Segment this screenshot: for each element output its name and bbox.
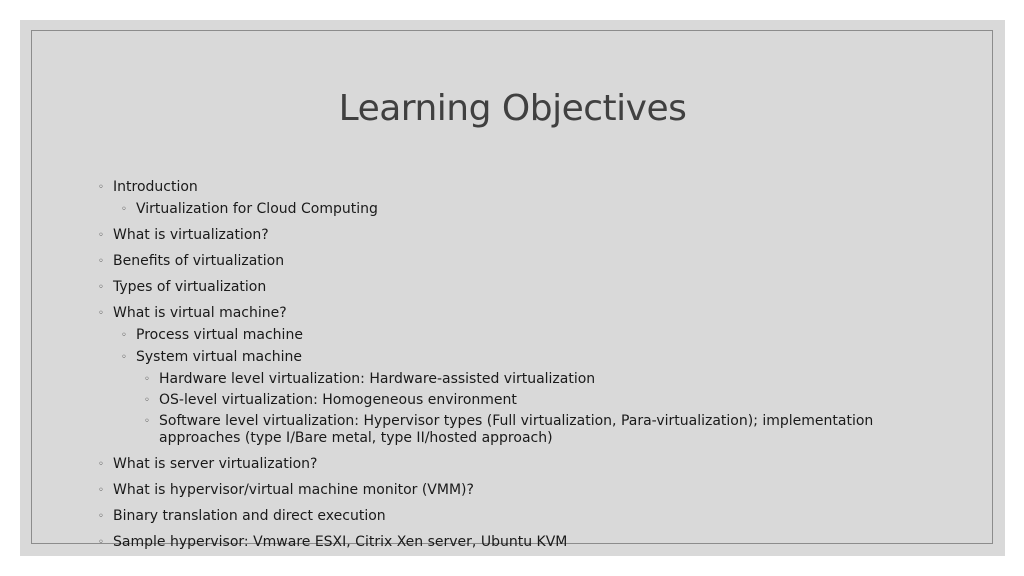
bullet-text: Introduction	[113, 179, 198, 195]
bullet-marker-icon: ◦	[144, 416, 150, 427]
bullet-item	[98, 253, 285, 270]
bullet-marker-icon: ◦	[144, 374, 150, 385]
bullet-text: What is virtual machine?	[113, 305, 287, 321]
bullet-marker-icon: ◦	[98, 537, 104, 548]
bullet-item	[98, 279, 267, 296]
bullet-marker-icon: ◦	[144, 395, 150, 406]
bullet-text: Benefits of virtualization	[113, 253, 285, 269]
bullet-item	[144, 413, 879, 447]
bullet-item	[98, 534, 568, 551]
bullet-item	[144, 392, 517, 409]
bullet-item	[98, 482, 474, 499]
bullet-item	[98, 305, 287, 322]
bullet-item	[121, 327, 303, 344]
bullet-marker-icon: ◦	[98, 459, 104, 470]
bullet-marker-icon: ◦	[121, 330, 127, 341]
bullet-item	[98, 508, 386, 525]
bullet-item	[98, 179, 198, 196]
bullet-text: Types of virtualization	[113, 279, 267, 295]
bullet-text: Sample hypervisor: Vmware ESXI, Citrix Xen server, Ubuntu KVM	[113, 534, 568, 550]
bullet-marker-icon: ◦	[98, 230, 104, 241]
bullet-item	[121, 201, 378, 218]
bullet-item	[144, 371, 596, 388]
bullet-marker-icon: ◦	[98, 256, 104, 267]
bullet-marker-icon: ◦	[98, 485, 104, 496]
bullet-text: What is virtualization?	[113, 227, 269, 243]
slide-title: Learning Objectives	[338, 88, 687, 129]
bullet-marker-icon: ◦	[98, 282, 104, 293]
bullet-text: What is hypervisor/virtual machine monitor (VMM)?	[113, 482, 474, 498]
bullet-marker-icon: ◦	[98, 308, 104, 319]
bullet-marker-icon: ◦	[121, 352, 127, 363]
bullet-item	[98, 456, 318, 473]
bullet-item	[121, 349, 303, 366]
bullet-marker-icon: ◦	[98, 182, 104, 193]
bullet-list	[20, 20, 1005, 556]
bullet-marker-icon: ◦	[121, 204, 127, 215]
bullet-text: Hardware level virtualization: Hardware-assisted virtualization	[159, 371, 596, 387]
bullet-text: What is server virtualization?	[113, 456, 318, 472]
bullet-marker-icon: ◦	[98, 511, 104, 522]
bullet-text: Process virtual machine	[136, 327, 303, 343]
bullet-text: Virtualization for Cloud Computing	[136, 201, 378, 217]
bullet-text: OS-level virtualization: Homogeneous environment	[159, 392, 517, 408]
bullet-text: Software level virtualization: Hypervisor types (Full virtualization, Para-virtualization); implementation approaches (type I/Bare metal, type II/hosted approach)	[159, 413, 874, 446]
slide	[20, 20, 1005, 556]
bullet-text: System virtual machine	[136, 349, 303, 365]
bullet-text: Binary translation and direct execution	[113, 508, 386, 524]
bullet-item	[98, 227, 269, 244]
